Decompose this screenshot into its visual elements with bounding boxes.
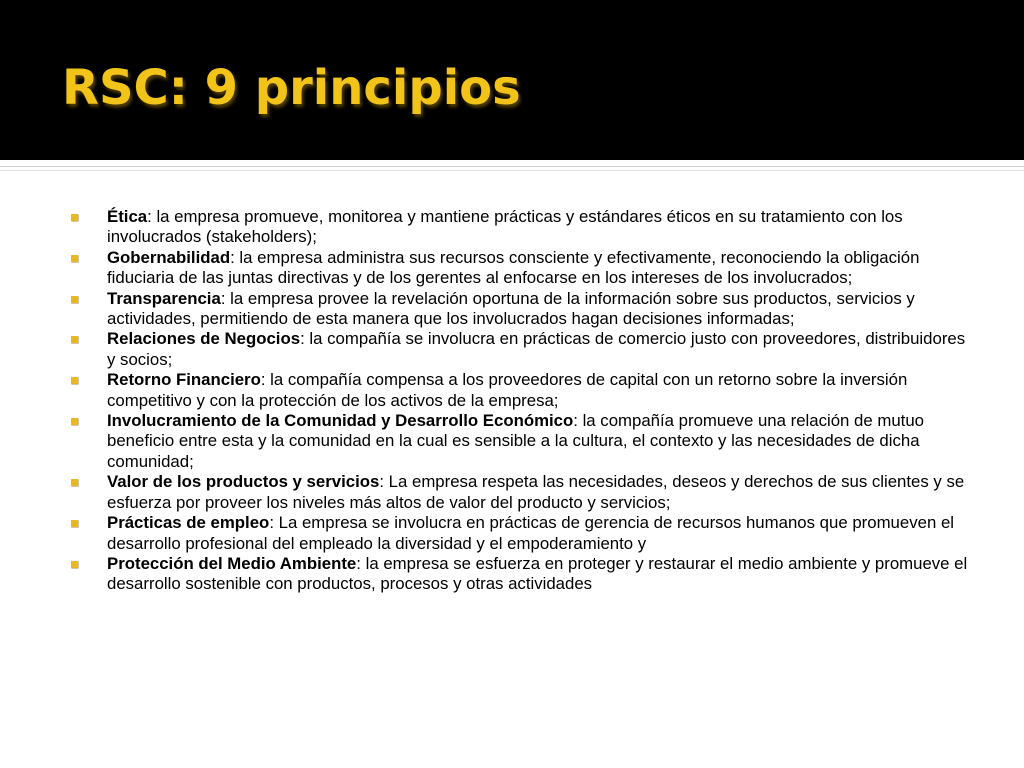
- principle-term: Retorno Financiero: [107, 370, 261, 390]
- square-bullet-icon: [71, 255, 78, 262]
- list-item: [70, 248, 975, 289]
- principle-term: Valor de los productos y servicios: [107, 472, 380, 492]
- principle-description: : La empresa se involucra en prácticas de gerencia de recursos humanos que promueven el desarrollo profesional del empleado la diversidad y el empoderamiento y: [107, 513, 955, 553]
- list-item: [70, 411, 975, 472]
- square-bullet-icon: [71, 561, 78, 568]
- list-item: [70, 289, 975, 330]
- square-bullet-icon: [71, 214, 78, 221]
- square-bullet-icon: [71, 377, 78, 384]
- square-bullet-icon: [71, 479, 78, 486]
- list-item: [70, 554, 975, 595]
- principle-term: Ética: [107, 207, 148, 226]
- principle-term: Involucramiento de la Comunidad y Desarrollo Económico: [107, 411, 574, 431]
- principle-term: Gobernabilidad: [107, 247, 231, 267]
- slide-title: RSC: 9 principios: [62, 60, 521, 116]
- list-item: [70, 513, 975, 554]
- principle-description: : la empresa promueve, monitorea y mantiene prácticas y estándares éticos en su tratamiento con los involucrados (stakeholders);: [107, 207, 903, 247]
- square-bullet-icon: [71, 520, 78, 527]
- title-bar: [0, 0, 1024, 160]
- list-item: [70, 329, 975, 370]
- principle-description: : La empresa respeta las necesidades, deseos y derechos de sus clientes y se esfuerza por proveer los niveles más altos de valor del producto y servicios;: [107, 472, 965, 512]
- principle-description: : la compañía promueve una relación de mutuo beneficio entre esta y la comunidad en la cual es sensible a la cultura, el contexto y las necesidades de dicha comunidad;: [107, 411, 925, 471]
- principle-description: : la empresa se esfuerza en proteger y restaurar el medio ambiente y promueve el desarrollo sostenible con productos, procesos y otras actividades: [107, 553, 968, 594]
- principle-term: Transparencia: [107, 288, 221, 308]
- principles-list: [70, 207, 975, 595]
- principle-description: : la empresa administra sus recursos consciente y efectivamente, reconociendo la obligación fiduciaria de las juntas directivas y de los gerentes al enfocarse en los intereses de los involucrados;: [107, 247, 920, 288]
- principle-term: Relaciones de Negocios: [107, 329, 301, 349]
- principle-description: : la compañía se involucra en prácticas de comercio justo con proveedores, distribuidores y socios;: [107, 329, 966, 369]
- list-item: [70, 472, 975, 513]
- principle-term: Protección del Medio Ambiente: [107, 553, 357, 573]
- list-item: [70, 370, 975, 411]
- principle-term: Prácticas de empleo: [107, 513, 270, 533]
- square-bullet-icon: [71, 296, 78, 303]
- square-bullet-icon: [71, 336, 78, 343]
- divider-line: [0, 166, 1024, 167]
- list-item: [70, 207, 975, 248]
- square-bullet-icon: [71, 418, 78, 425]
- principle-description: : la empresa provee la revelación oportuna de la información sobre sus productos, servicios y actividades, permitiendo de esta manera que los involucrados hagan decisiones informadas;: [107, 288, 915, 329]
- principle-description: : la compañía compensa a los proveedores de capital con un retorno sobre la inversión competitivo y con la protección de los activos de la empresa;: [107, 370, 908, 410]
- divider-line: [0, 170, 1024, 171]
